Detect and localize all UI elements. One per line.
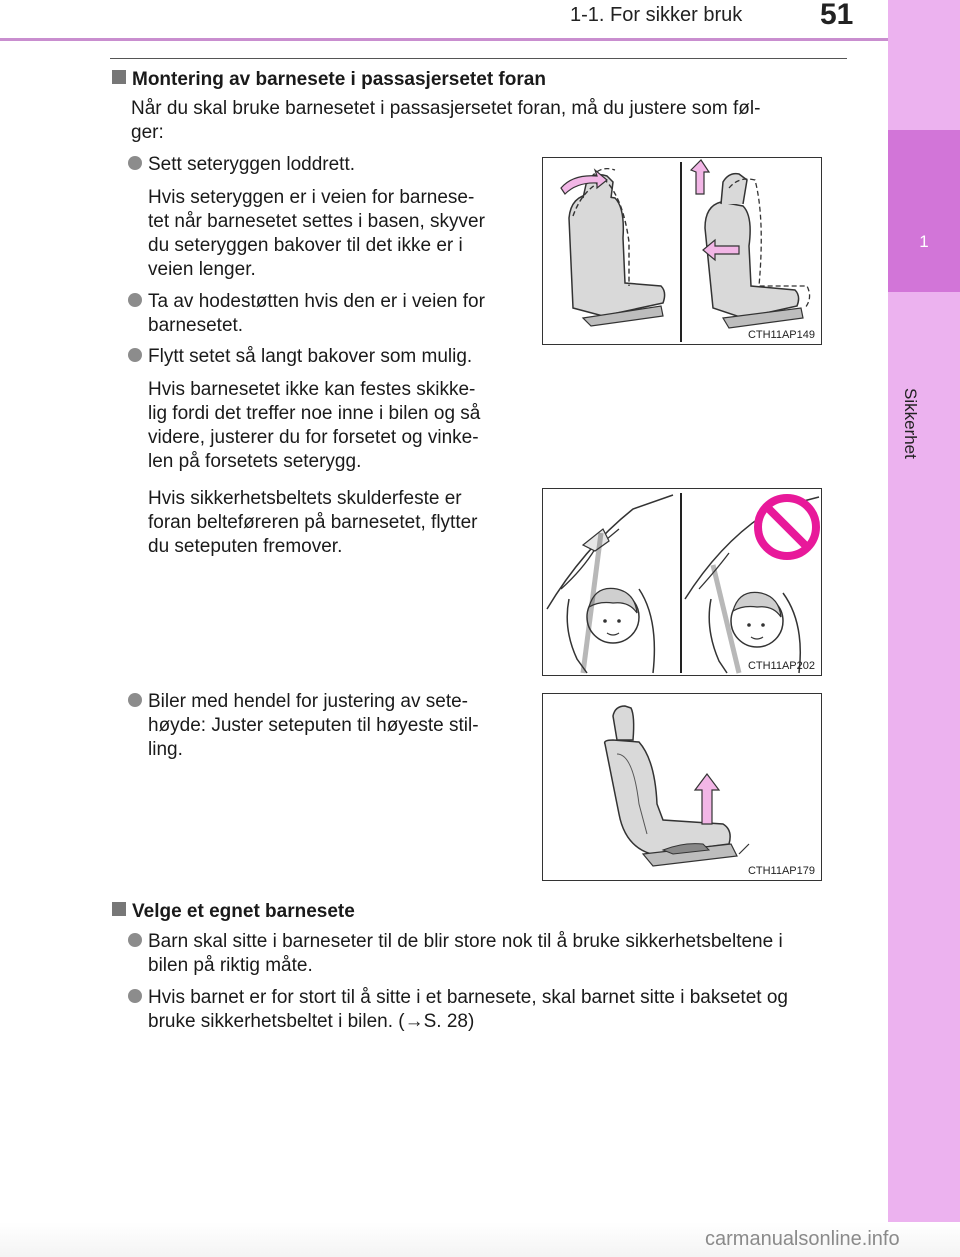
round-bullet-icon [128,348,142,362]
para-line: foran belteføreren på barnesetet, flytter [148,512,478,533]
child-belt-illustration [543,489,821,675]
chapter-number: 1 [919,232,929,251]
para-line: barnesetet. [148,315,244,336]
intro-line-2: ger: [131,122,164,143]
header-rule [0,38,888,41]
seat-height-illustration [543,694,821,880]
figure-code: CTH11AP179 [747,865,815,877]
raise-seat-arrow-icon [695,774,719,824]
section-heading-mounting: Montering av barnesete i passasjersetet foran [112,68,546,92]
round-bullet-icon [128,693,142,707]
round-bullet-icon [128,989,142,1003]
para-line: ling. [148,739,183,760]
seat-illustration [543,158,821,344]
figure-seat-adjustment [542,157,822,345]
chapter-label-container [898,296,920,459]
prohibition-icon [758,498,816,556]
figure-seat-height [542,693,822,881]
chapter-label: Sikkerhet [901,388,920,459]
para-line: veien lenger. [148,259,256,280]
para-line: bilen på riktig måte. [148,955,313,976]
para-line: Hvis seteryggen er i veien for barnese- [148,187,475,208]
para-line: Hvis sikkerhetsbeltets skulderfeste er [148,488,462,509]
para-line: tet når barnesetet settes i basen, skyver [148,211,485,232]
para-line: du seteputen fremover. [148,536,343,557]
page-number: 51 [820,0,854,31]
para-line: du seteryggen bakover til det ikke er i [148,235,463,256]
square-bullet-icon [112,70,126,84]
square-bullet-icon [112,902,126,916]
watermark: carmanualsonline.info [705,1228,900,1250]
bullet-move-seat-back: Flytt setet så langt bakover som mulig. [128,345,472,369]
bullet-too-big: Hvis barnet er for stort til å sitte i et barnesete, skal barnet sitte i baksetet og [128,986,847,1010]
round-bullet-icon [128,156,142,170]
section-title: 1-1. For sikker bruk [570,4,743,26]
para-line: len på forsetets seterygg. [148,451,362,472]
round-bullet-icon [128,933,142,947]
bullet-remove-headrest: Ta av hodestøtten hvis den er i veien for [128,290,517,314]
section-heading-choose: Velge et egnet barnesete [112,900,355,924]
bullet-seat-height: Biler med hendel for justering av sete- [128,690,517,714]
bullet-seatback-upright: Sett seteryggen loddrett. [128,153,355,177]
round-bullet-icon [128,293,142,307]
content-rule [110,58,847,59]
para-line: høyde: Juster seteputen til høyeste stil- [148,715,479,736]
para-line: Hvis barnesetet ikke kan festes skikke- [148,379,476,400]
para-line: videre, justerer du for forsetet og vinke- [148,427,479,448]
side-tab-chapter-marker [888,130,960,292]
figure-belt-position [542,488,822,676]
lift-headrest-arrow-icon [691,160,709,194]
para-line: bruke sikkerhetsbeltet i bilen. (→S. 28) [148,1011,475,1032]
para-line: lig fordi det treffer noe inne i bilen og så [148,403,481,424]
figure-code: CTH11AP149 [747,329,815,341]
bullet-child-seat-size: Barn skal sitte i barneseter til de blir store nok til å bruke sikkerhetsbeltene i [128,930,847,954]
intro-line-1: Når du skal bruke barnesetet i passasjersetet foran, må du justere som føl- [131,98,761,119]
figure-code: CTH11AP202 [747,660,815,672]
